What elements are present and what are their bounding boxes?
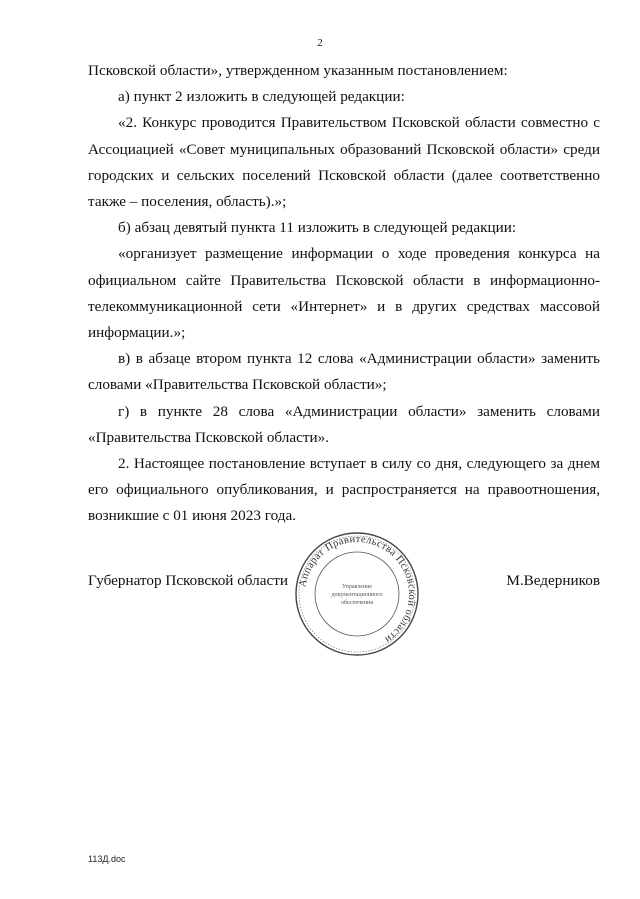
paragraph-item-g: г) в пункте 28 слова «Администрации области» заменить словами «Правительства Псковской области». bbox=[88, 402, 600, 446]
paragraph-quote-2: «2. Конкурс проводится Правительством Псковской области совместно с Ассоциацией «Совет муниципальных образований Псковской области» среди городских и сельских поселений Псковской области (далее соответственно также – поселения, область).»; bbox=[88, 114, 600, 211]
paragraph-item-b: б) абзац девятый пункта 11 изложить в следующей редакции: bbox=[118, 219, 517, 237]
signature-name: М.Ведерников bbox=[506, 572, 600, 589]
signature-title: Губернатор Псковской области bbox=[88, 572, 288, 589]
paragraph-quote-organize: «организует размещение информации о ходе проведения конкурса на официальном сайте Правительства Псковской области в информационно-телекоммуникационной сети «Интернет» и в других средствах массовой информации.»; bbox=[88, 245, 600, 342]
paragraph-item-v: в) в абзаце втором пункта 12 слова «Администрации области» заменить словами «Правительства Псковской области»; bbox=[88, 350, 600, 394]
official-stamp bbox=[293, 530, 421, 658]
document-body bbox=[88, 58, 600, 530]
paragraph-intro: Псковской области», утвержденном указанным постановлением: bbox=[88, 62, 508, 79]
svg-text:Управление: Управление bbox=[341, 584, 373, 590]
svg-text:обеспечения: обеспечения bbox=[340, 600, 374, 606]
footer-filename: 113Д.doc bbox=[88, 854, 126, 864]
paragraph-item-a: а) пункт 2 изложить в следующей редакции: bbox=[118, 88, 405, 106]
svg-text:Аппарат Правительства Псковско: Аппарат Правительства Псковской области bbox=[297, 533, 418, 646]
svg-text:документационного: документационного bbox=[331, 592, 383, 598]
page-number: 2 bbox=[317, 37, 323, 49]
paragraph-effective-date: 2. Настоящее постановление вступает в силу со дня, следующего за днем его официального опубликования, и распространяется на правоотношения, возникшие с 01 июня 2023 года. bbox=[88, 455, 600, 525]
